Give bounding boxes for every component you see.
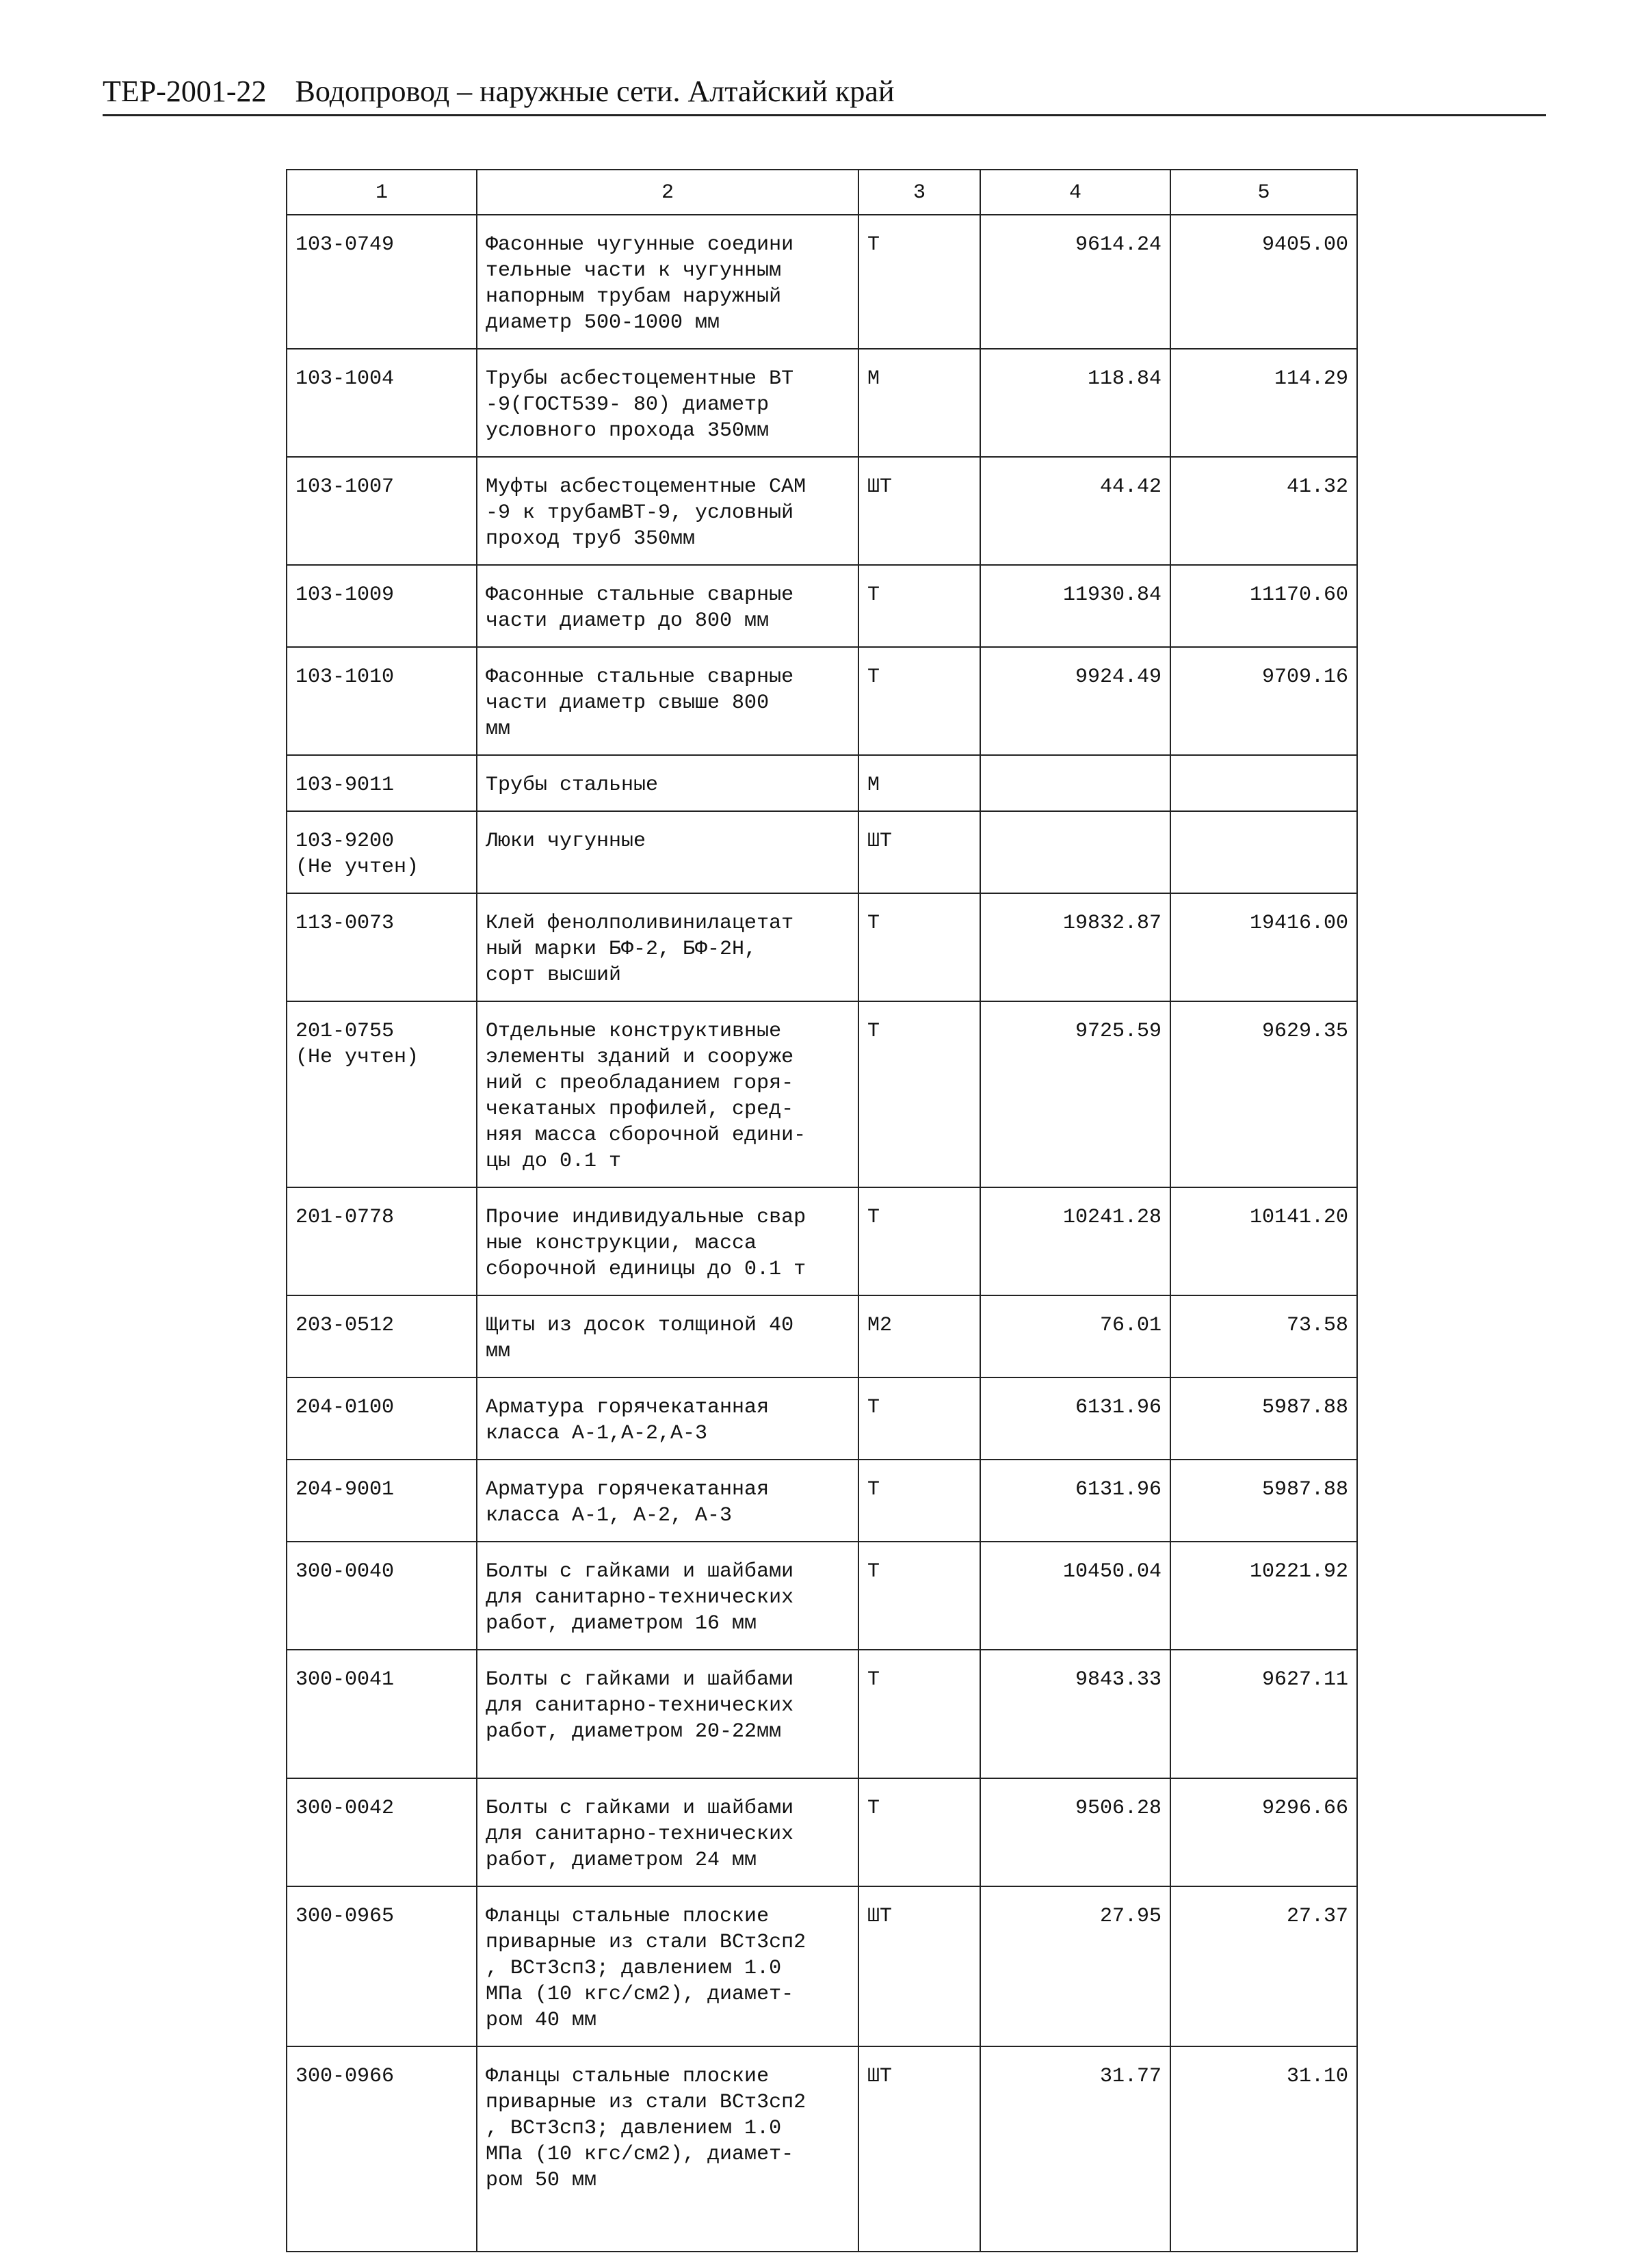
price-column-5-cell: 9709.16 [1170, 647, 1357, 755]
unit-cell: ШТ [858, 1886, 980, 2046]
column-header: 4 [980, 170, 1170, 215]
table-row [287, 1886, 1357, 2046]
resource-name-cell: Болты с гайками и шайбами для санитарно-технических работ, диаметром 20-22мм [477, 1650, 858, 1778]
unit-cell: Т [858, 565, 980, 647]
resource-name-cell: Фасонные чугунные соедини тельные части к чугунным напорным трубам наружный диаметр 500-1000 мм [477, 215, 858, 349]
price-column-4-cell: 10450.04 [980, 1542, 1170, 1650]
table-row [287, 349, 1357, 457]
unit-cell: ШТ [858, 457, 980, 565]
unit-cell: Т [858, 647, 980, 755]
price-column-4-cell: 9506.28 [980, 1778, 1170, 1886]
unit-cell: Т [858, 1542, 980, 1650]
price-column-5-cell: 41.32 [1170, 457, 1357, 565]
price-column-4-cell: 10241.28 [980, 1187, 1170, 1295]
table-row [287, 811, 1357, 893]
price-column-4-cell: 118.84 [980, 349, 1170, 457]
unit-cell: М2 [858, 1295, 980, 1377]
resource-code-cell: 300-0966 [287, 2046, 477, 2252]
price-column-4-cell: 27.95 [980, 1886, 1170, 2046]
resource-name-cell: Люки чугунные [477, 811, 858, 893]
unit-cell: Т [858, 1187, 980, 1295]
table-row [287, 893, 1357, 1001]
table-row [287, 1001, 1357, 1187]
resource-code-cell: 103-1004 [287, 349, 477, 457]
price-column-4-cell: 9924.49 [980, 647, 1170, 755]
price-column-4-cell: 9843.33 [980, 1650, 1170, 1778]
resource-code-cell: 103-9200 (Не учтен) [287, 811, 477, 893]
resource-code-cell: 103-1009 [287, 565, 477, 647]
price-column-5-cell [1170, 755, 1357, 811]
resource-code-cell: 204-9001 [287, 1460, 477, 1542]
unit-cell: Т [858, 1001, 980, 1187]
price-column-5-cell: 19416.00 [1170, 893, 1357, 1001]
resource-name-cell: Прочие индивидуальные свар ные конструкции, масса сборочной единицы до 0.1 т [477, 1187, 858, 1295]
unit-cell: ШТ [858, 2046, 980, 2252]
resource-code-cell: 300-0041 [287, 1650, 477, 1778]
table-row [287, 647, 1357, 755]
table-row [287, 565, 1357, 647]
price-column-5-cell: 11170.60 [1170, 565, 1357, 647]
price-column-5-cell: 73.58 [1170, 1295, 1357, 1377]
resource-code-cell: 203-0512 [287, 1295, 477, 1377]
resource-name-cell: Арматура горячекатанная класса А-1,А-2,А-3 [477, 1377, 858, 1460]
unit-cell: Т [858, 893, 980, 1001]
table-row [287, 2046, 1357, 2252]
price-column-5-cell: 9629.35 [1170, 1001, 1357, 1187]
price-column-4-cell: 6131.96 [980, 1377, 1170, 1460]
unit-cell: Т [858, 1650, 980, 1778]
price-column-4-cell [980, 755, 1170, 811]
price-column-4-cell: 6131.96 [980, 1460, 1170, 1542]
resource-code-cell: 103-0749 [287, 215, 477, 349]
price-column-5-cell: 5987.88 [1170, 1377, 1357, 1460]
price-column-5-cell: 31.10 [1170, 2046, 1357, 2252]
resource-code-cell: 300-0965 [287, 1886, 477, 2046]
price-column-5-cell: 27.37 [1170, 1886, 1357, 2046]
price-column-4-cell: 9725.59 [980, 1001, 1170, 1187]
resource-name-cell: Трубы стальные [477, 755, 858, 811]
resource-name-cell: Фланцы стальные плоские приварные из стали ВСт3сп2 , ВСт3сп3; давлением 1.0 МПа (10 кгс/см2), диамет- ром 50 мм [477, 2046, 858, 2252]
price-column-4-cell [980, 811, 1170, 893]
column-header: 2 [477, 170, 858, 215]
resource-name-cell: Трубы асбестоцементные ВТ -9(ГОСТ539- 80) диаметр условного прохода 350мм [477, 349, 858, 457]
resource-code-cell: 201-0778 [287, 1187, 477, 1295]
resource-name-cell: Фасонные стальные сварные части диаметр до 800 мм [477, 565, 858, 647]
unit-cell: М [858, 349, 980, 457]
resource-name-cell: Клей фенолполивинилацетат ный марки БФ-2, БФ-2Н, сорт высший [477, 893, 858, 1001]
resource-code-cell: 103-1007 [287, 457, 477, 565]
table-row [287, 1187, 1357, 1295]
table-row [287, 1377, 1357, 1460]
document-code: ТЕР-2001-22 [103, 75, 267, 108]
column-number-row [287, 170, 1357, 215]
resource-code-cell: 204-0100 [287, 1377, 477, 1460]
resource-code-cell: 300-0040 [287, 1542, 477, 1650]
price-column-5-cell: 9405.00 [1170, 215, 1357, 349]
resource-name-cell: Муфты асбестоцементные САМ -9 к трубамВТ-9, условный проход труб 350мм [477, 457, 858, 565]
table-row [287, 1460, 1357, 1542]
price-column-4-cell: 9614.24 [980, 215, 1170, 349]
price-column-5-cell: 5987.88 [1170, 1460, 1357, 1542]
unit-cell: Т [858, 1460, 980, 1542]
column-header: 5 [1170, 170, 1357, 215]
resource-name-cell: Щиты из досок толщиной 40 мм [477, 1295, 858, 1377]
unit-cell: Т [858, 1778, 980, 1886]
table-row [287, 215, 1357, 349]
resource-name-cell: Фланцы стальные плоские приварные из стали ВСт3сп2 , ВСт3сп3; давлением 1.0 МПа (10 кгс/см2), диамет- ром 40 мм [477, 1886, 858, 2046]
unit-cell: М [858, 755, 980, 811]
price-column-5-cell: 10141.20 [1170, 1187, 1357, 1295]
price-column-4-cell: 31.77 [980, 2046, 1170, 2252]
table-row [287, 1778, 1357, 1886]
price-column-5-cell [1170, 811, 1357, 893]
resource-code-cell: 300-0042 [287, 1778, 477, 1886]
price-column-4-cell: 76.01 [980, 1295, 1170, 1377]
table-row [287, 1542, 1357, 1650]
column-header: 1 [287, 170, 477, 215]
price-table [286, 169, 1358, 2252]
resource-name-cell: Болты с гайками и шайбами для санитарно-технических работ, диаметром 24 мм [477, 1778, 858, 1886]
resource-name-cell: Арматура горячекатанная класса А-1, А-2, А-3 [477, 1460, 858, 1542]
unit-cell: Т [858, 215, 980, 349]
resource-name-cell: Фасонные стальные сварные части диаметр свыше 800 мм [477, 647, 858, 755]
unit-cell: Т [858, 1377, 980, 1460]
table-row [287, 1650, 1357, 1778]
price-column-4-cell: 11930.84 [980, 565, 1170, 647]
price-column-4-cell: 19832.87 [980, 893, 1170, 1001]
resource-name-cell: Болты с гайками и шайбами для санитарно-технических работ, диаметром 16 мм [477, 1542, 858, 1650]
unit-cell: ШТ [858, 811, 980, 893]
resource-code-cell: 201-0755 (Не учтен) [287, 1001, 477, 1187]
table-row [287, 1295, 1357, 1377]
page-header [103, 74, 1546, 116]
table-row [287, 457, 1357, 565]
table-row [287, 755, 1357, 811]
resource-name-cell: Отдельные конструктивные элементы зданий и сооруже ний с преобладанием горя- чекатаных профилей, сред- няя масса сборочной едини- цы до 0.1 т [477, 1001, 858, 1187]
resource-code-cell: 113-0073 [287, 893, 477, 1001]
column-header: 3 [858, 170, 980, 215]
resource-code-cell: 103-1010 [287, 647, 477, 755]
resource-code-cell: 103-9011 [287, 755, 477, 811]
price-column-5-cell: 9627.11 [1170, 1650, 1357, 1778]
price-column-4-cell: 44.42 [980, 457, 1170, 565]
price-column-5-cell: 9296.66 [1170, 1778, 1357, 1886]
document-title: Водопровод – наружные сети. Алтайский край [295, 75, 895, 108]
price-column-5-cell: 114.29 [1170, 349, 1357, 457]
price-column-5-cell: 10221.92 [1170, 1542, 1357, 1650]
